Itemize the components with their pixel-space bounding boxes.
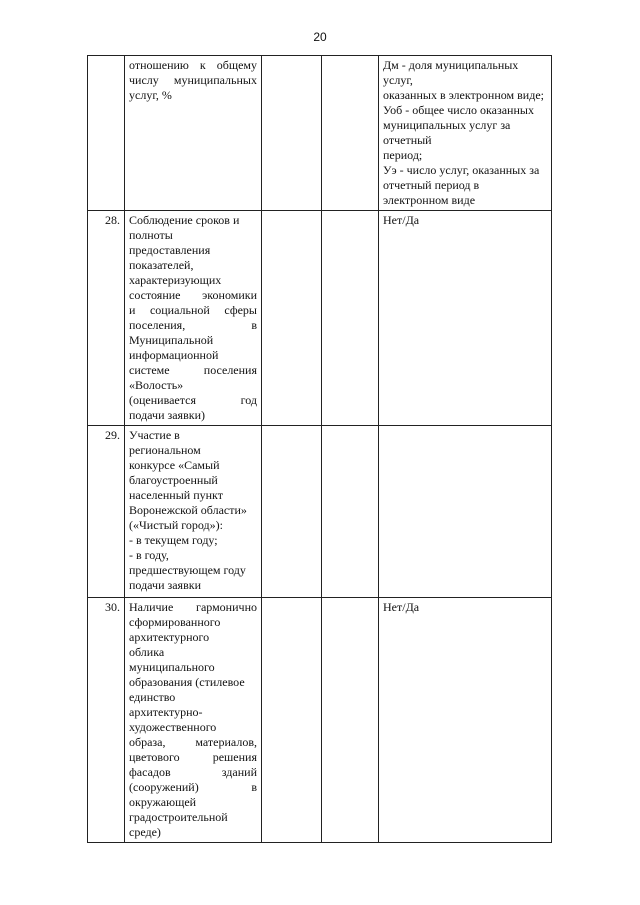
criterion-name-line: сформированного <box>129 615 221 629</box>
criterion-name-line: единство <box>129 690 176 704</box>
criterion-name-line: - в году, <box>129 548 169 562</box>
criterion-name-line: окружающей <box>129 795 197 809</box>
row-number: 28. <box>88 211 125 426</box>
row-number <box>88 56 125 211</box>
criterion-name-line: (оценивается год <box>129 393 257 407</box>
empty-cell <box>262 598 322 843</box>
note-line: муниципальных услуг за отчетный <box>383 118 511 147</box>
empty-cell <box>262 56 322 211</box>
table-body <box>88 56 552 843</box>
empty-cell <box>322 211 379 426</box>
criterion-name-line: показателей, <box>129 258 194 272</box>
criterion-name-line: - в текущем году; <box>129 533 218 547</box>
criterion-name-cell <box>125 56 262 211</box>
note-line: Уоб - общее число оказанных <box>383 103 534 117</box>
criterion-name-line: поселения, в <box>129 318 257 332</box>
table-row <box>88 211 552 426</box>
empty-cell <box>322 426 379 598</box>
note-line: отчетный период в электронном виде <box>383 178 480 207</box>
criterion-name-line: художественного <box>129 720 217 734</box>
empty-cell <box>262 426 322 598</box>
note-line: Уэ - число услуг, оказанных за <box>383 163 540 177</box>
criterion-name-line: характеризующих <box>129 273 222 287</box>
criterion-name-line: услуг, % <box>129 88 172 102</box>
note-cell <box>379 426 552 598</box>
note-line: Дм - доля муниципальных услуг, <box>383 58 519 87</box>
row-number: 30. <box>88 598 125 843</box>
note-cell <box>379 56 552 211</box>
criterion-name-line: населенный пункт <box>129 488 223 502</box>
criterion-name-line: облика <box>129 645 165 659</box>
criterion-name-line: полноты <box>129 228 173 242</box>
criterion-name-line: («Чистый город»): <box>129 518 223 532</box>
note-cell <box>379 598 552 843</box>
criterion-name-line: числу муниципальных <box>129 73 257 87</box>
criterion-name-line: «Волость» <box>129 378 184 392</box>
criterion-name-line: и социальной сферы <box>129 303 257 317</box>
criterion-name-line: (сооружений) в <box>129 780 257 794</box>
note-line: оказанных в электронном виде; <box>383 88 544 102</box>
criterion-name-line: конкурсе «Самый <box>129 458 220 472</box>
criterion-name-line: архитектурного <box>129 630 210 644</box>
criterion-name-line: Воронежской области» <box>129 503 247 517</box>
note-line: Нет/Да <box>383 600 420 614</box>
criterion-name-line: Наличие гармонично <box>129 600 257 614</box>
table-row <box>88 598 552 843</box>
criterion-name-line: информационной <box>129 348 219 362</box>
criterion-name-line: Участие в <box>129 428 180 442</box>
criterion-name-line: региональном <box>129 443 201 457</box>
criterion-name-cell <box>125 211 262 426</box>
criterion-name-line: Муниципальной <box>129 333 214 347</box>
criterion-name-line: образа, материалов, <box>129 735 257 749</box>
page-number: 20 <box>313 30 327 44</box>
empty-cell <box>322 598 379 843</box>
criterion-name-line: среде) <box>129 825 161 839</box>
note-cell <box>379 211 552 426</box>
criterion-name-line: подачи заявки <box>129 578 201 592</box>
criterion-name-line: благоустроенный <box>129 473 218 487</box>
criterion-name-line: подачи заявки) <box>129 408 205 422</box>
criteria-table <box>87 55 552 843</box>
criterion-name-line: цветового решения <box>129 750 257 764</box>
criterion-name-line: фасадов зданий <box>129 765 257 779</box>
criterion-name-line: муниципального <box>129 660 215 674</box>
criterion-name-line: архитектурно- <box>129 705 203 719</box>
row-number: 29. <box>88 426 125 598</box>
table-row <box>88 426 552 598</box>
note-line: Нет/Да <box>383 213 420 227</box>
criterion-name-cell <box>125 426 262 598</box>
criterion-name-line: отношению к общему <box>129 58 257 72</box>
criterion-name-line: состояние экономики <box>129 288 257 302</box>
criterion-name-cell <box>125 598 262 843</box>
criterion-name-line: системе поселения <box>129 363 257 377</box>
criterion-name-line: Соблюдение сроков и <box>129 213 240 227</box>
empty-cell <box>322 56 379 211</box>
table-row <box>88 56 552 211</box>
criterion-name-line: предоставления <box>129 243 211 257</box>
note-line: период; <box>383 148 423 162</box>
criterion-name-line: градостроительной <box>129 810 228 824</box>
criterion-name-line: образования (стилевое <box>129 675 245 689</box>
criterion-name-line: предшествующем году <box>129 563 246 577</box>
empty-cell <box>262 211 322 426</box>
